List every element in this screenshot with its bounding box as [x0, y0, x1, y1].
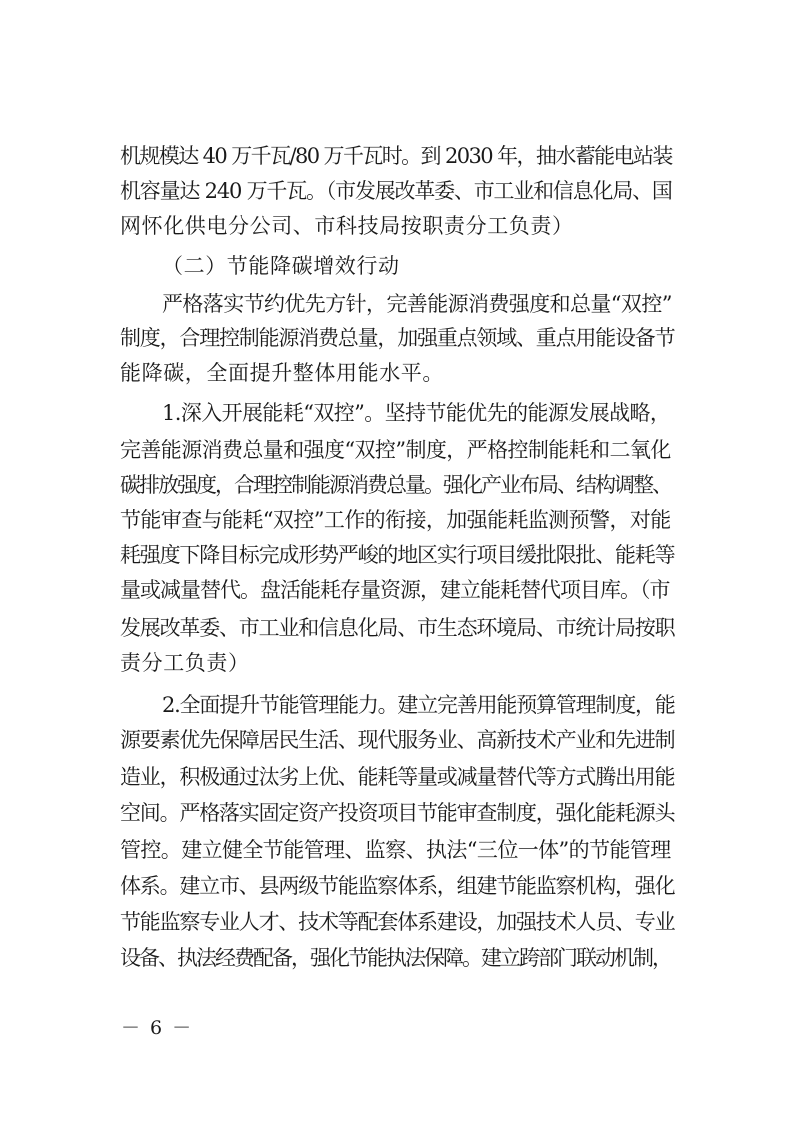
text-line: 责分工负责） [120, 651, 250, 675]
text-line: 造业，积极通过汰劣上优、能耗等量或减量替代等方式腾出用能 [120, 765, 675, 789]
text-line: 节能审查与能耗“双控”工作的衔接，加强能耗监测预警，对能 [120, 508, 671, 532]
section-heading: （二）节能降碳增效行动 [162, 254, 400, 278]
text-line: 设备、执法经费配备，强化节能执法保障。建立跨部门联动机制， [120, 946, 671, 970]
text-line: 1.深入开展能耗“双控”。坚持节能优先的能源发展战略， [162, 401, 671, 425]
text-line: 机规模达 40 万千瓦/80 万千瓦时。到 2030 年，抽水蓄能电站装 [120, 144, 672, 168]
text-line: 管控。建立健全节能管理、监察、执法“三位一体”的节能管理 [120, 838, 671, 862]
text-line: 耗强度下降目标完成形势严峻的地区实行项目缓批限批、能耗等 [120, 543, 675, 567]
text-line: 空间。严格落实固定资产投资项目节能审查制度，强化能耗源头 [120, 801, 675, 825]
text-line: 能降碳，全面提升整体用能水平。 [120, 361, 444, 385]
text-line: 网怀化供电分公司、市科技局按职责分工负责） [120, 214, 574, 238]
text-line: 体系。建立市、县两级节能监察体系，组建节能监察机构，强化 [120, 874, 675, 898]
text-line: 完善能源消费总量和强度“双控”制度，严格控制能耗和二氧化 [120, 438, 671, 462]
text-line: 发展改革委、市工业和信息化局、市生态环境局、市统计局按职 [120, 616, 675, 640]
text-line: 量或减量替代。盘活能耗存量资源，建立能耗替代项目库。（市 [120, 578, 670, 602]
text-line: 节能监察专业人才、技术等配套体系建设，加强技术人员、专业 [120, 910, 675, 934]
text-line: 源要素优先保障居民生活、现代服务业、高新技术产业和先进制 [120, 728, 675, 752]
text-line: 2.全面提升节能管理能力。建立完善用能预算管理制度，能 [162, 693, 675, 717]
text-line: 制度，合理控制能源消费总量，加强重点领域、重点用能设备节 [120, 326, 675, 350]
text-line: 机容量达 240 万千瓦。（市发展改革委、市工业和信息化局、国 [120, 179, 672, 203]
text-line: 碳排放强度，合理控制能源消费总量。强化产业布局、结构调整、 [120, 473, 671, 497]
text-line: 严格落实节约优先方针，完善能源消费强度和总量“双控” [162, 292, 672, 316]
page-number: － 6 － [121, 1017, 194, 1039]
